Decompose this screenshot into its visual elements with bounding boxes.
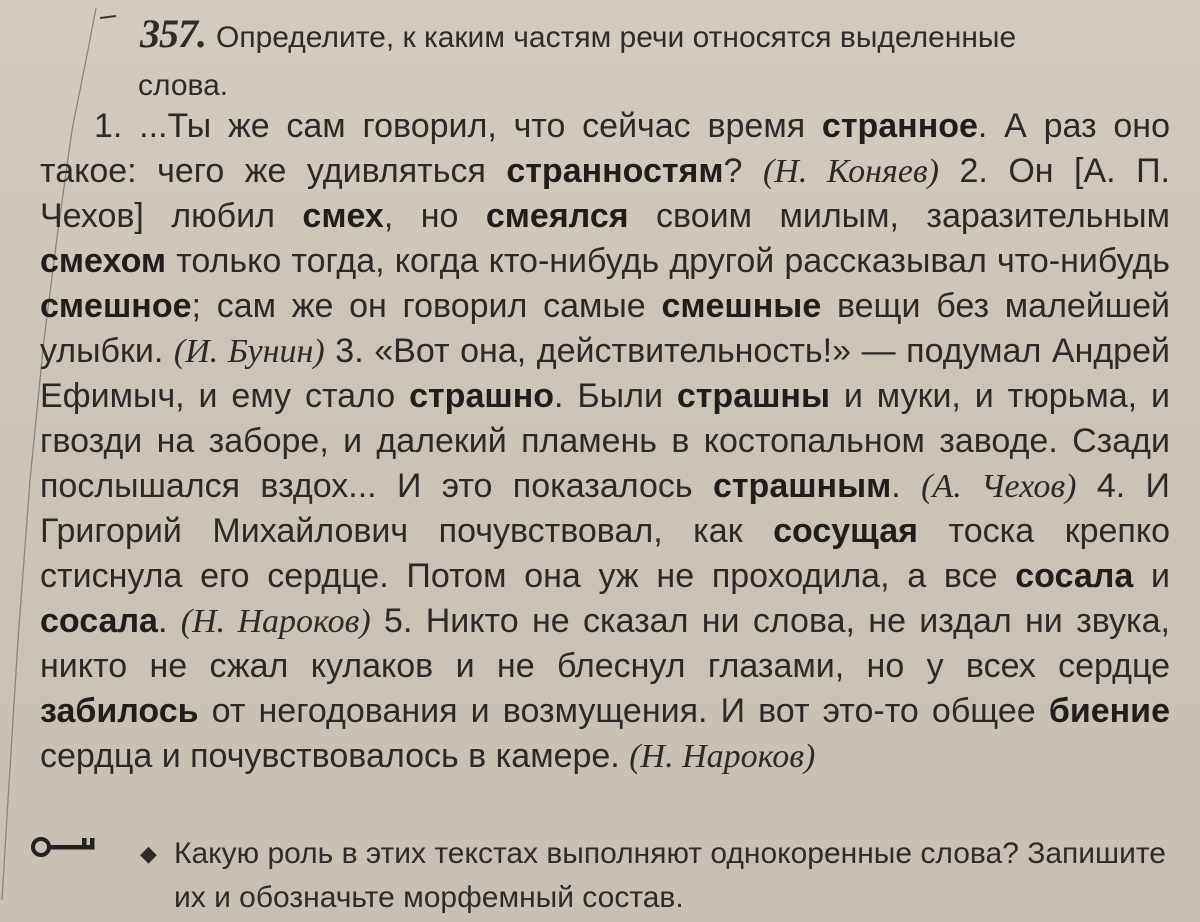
highlighted-word: смешные [661, 287, 822, 325]
exercise-header [40, 10, 1180, 110]
diamond-bullet-icon: ◆ [140, 841, 157, 866]
highlighted-word: смешное [40, 287, 192, 325]
highlighted-word: страшным [712, 467, 892, 505]
highlighted-word: биение [1048, 692, 1170, 730]
exercise-instruction-line2: слова. [138, 69, 229, 102]
exercise-text [40, 104, 1170, 779]
highlighted-word: сосала [40, 602, 158, 640]
highlighted-word: смех [302, 197, 384, 235]
highlighted-word: страшно [409, 377, 555, 415]
highlighted-word: сосала [1015, 557, 1134, 595]
highlighted-word: смеялся [485, 197, 629, 235]
highlighted-word: странностям [506, 152, 724, 190]
author-citation: (Н. Коняев) [762, 153, 939, 190]
highlighted-word: странное [821, 107, 978, 145]
author-citation: (А. Чехов) [921, 468, 1077, 505]
author-citation: (Н. Нароков) [629, 738, 816, 775]
key-icon [30, 832, 100, 862]
highlighted-word: забилось [40, 692, 199, 730]
task-block [140, 832, 1180, 920]
highlighted-word: сосущая [773, 512, 919, 550]
highlighted-word: смехом [40, 242, 167, 280]
task-text: Какую роль в этих текстах выполняют однокоренные слова? Запишите их и обозначьте морфемный состав. [174, 837, 1166, 914]
highlighted-word: страшны [676, 377, 831, 415]
author-citation: (И. Бунин) [173, 333, 325, 370]
exercise-paragraph: 1. ...Ты же сам говорил, что сейчас время странное. А раз оно такое: чего же удивляться странностям? (Н. Коняев) 2. Он [А. П. Чехов] любил смех, но смеялся своим милым, заразительным смехом только тогда, когда кто-нибудь другой рассказывал что-нибудь смешное; сам же он говорил самые смешные вещи без малейшей улыбки. (И. Бунин) 3. «Вот она, действительность!» — подумал Андрей Ефимыч, и ему стало страшно. Были страшны и муки, и тюрьма, и гвозди на заборе, и далекий пламень в костопальном заводе. Сзади послышался вздох... И это показалось страшным. (А. Чехов) 4. И Григорий Михайлович почувствовал, как сосущая тоска крепко стиснула его сердце. Потом она уж не проходила, а все сосала и сосала. (Н. Нароков) 5. Никто не сказал ни слова, не издал ни звука, никто не сжал кулаков и не блеснул глазами, но у всех сердце забилось от негодования и возмущения. И вот это-то общее биение сердца и почувствовалось в камере. (Н. Нароков) [40, 107, 1170, 775]
exercise-instruction-line1: Определите, к каким частям речи относятся выделенные [216, 21, 1017, 54]
author-citation: (Н. Нароков) [180, 603, 371, 640]
exercise-number: 357. [140, 11, 206, 56]
